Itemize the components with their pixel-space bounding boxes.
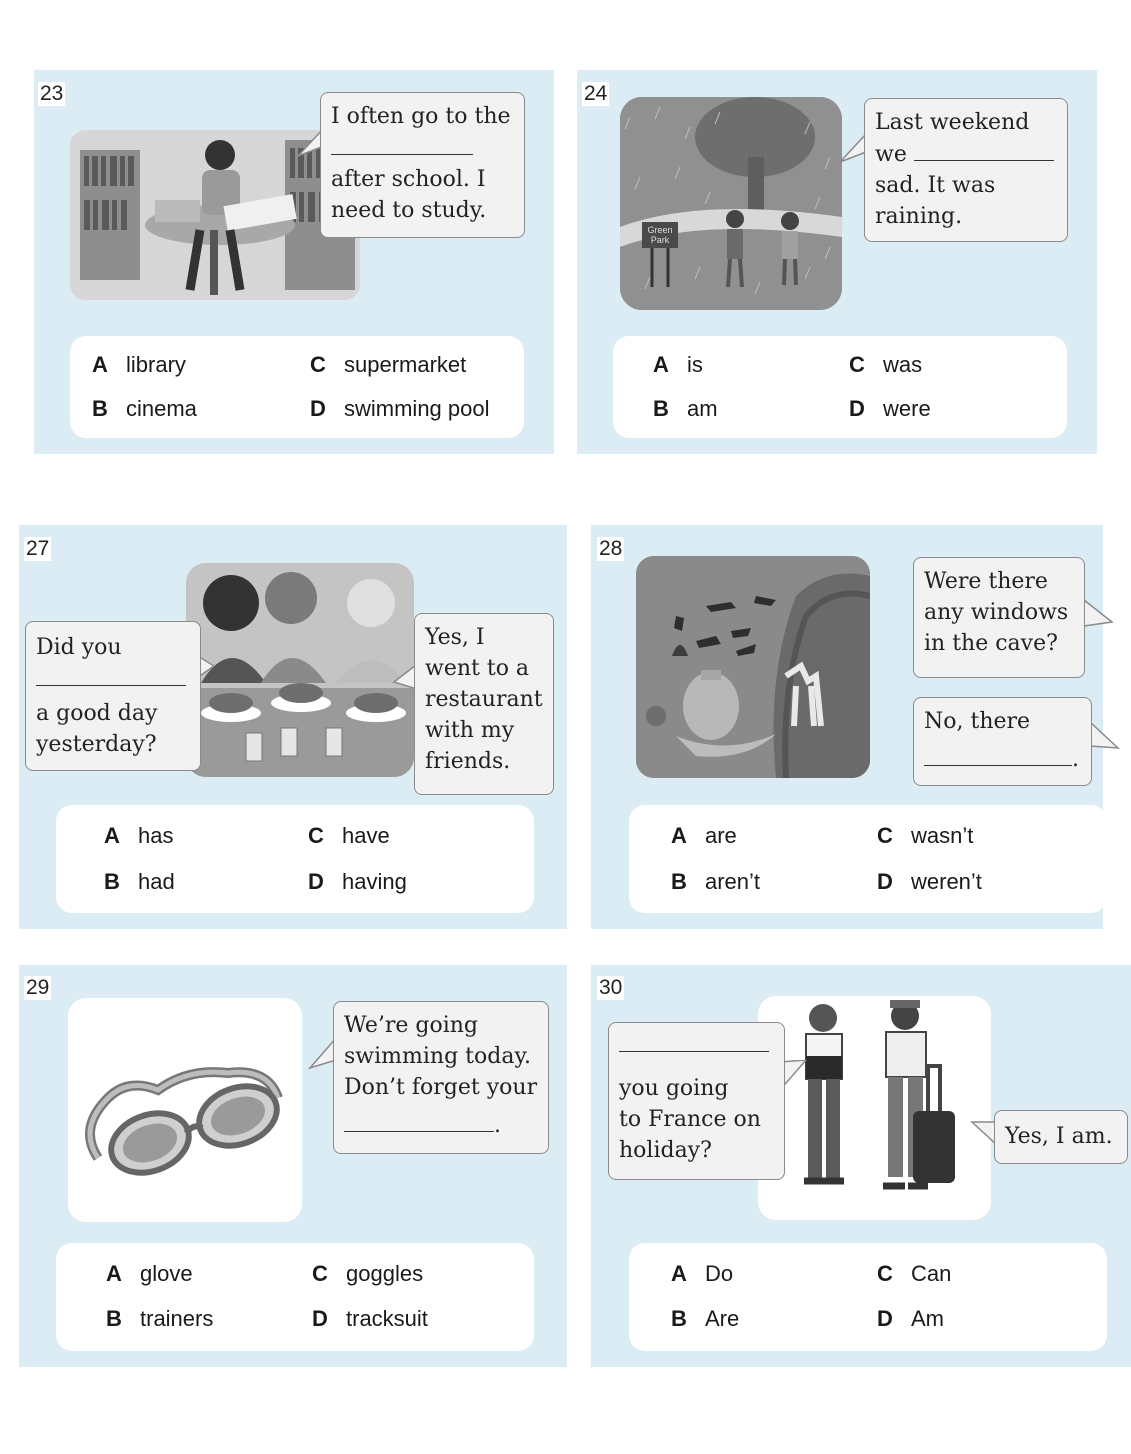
park-sign-line-2: Park — [650, 235, 670, 245]
option-a[interactable]: A library — [92, 352, 186, 377]
answer-blank — [619, 1029, 769, 1052]
speech-bubble-answer: No, there . — [913, 697, 1092, 786]
option-c[interactable]: C was — [849, 352, 923, 377]
option-c[interactable]: C supermarket — [310, 352, 467, 377]
question-number: 30 — [599, 976, 623, 999]
option-a[interactable]: A glove — [106, 1261, 193, 1286]
option-d[interactable]: D having — [308, 869, 407, 894]
speech-bubble: I often go to the after school. I need to study. — [320, 92, 525, 238]
answer-options — [56, 1243, 534, 1351]
bubble-tail — [1082, 598, 1116, 632]
option-a[interactable]: A is — [653, 352, 703, 377]
answer-blank — [344, 1109, 494, 1132]
speech-bubble-question: you going to France on holiday? — [608, 1022, 785, 1180]
answer-options — [56, 805, 534, 913]
option-b[interactable]: B aren’t — [671, 869, 761, 894]
answer-options — [70, 336, 524, 438]
question-number: 28 — [599, 537, 623, 560]
speech-bubble: We’re going swimming today. Don’t forget your . — [333, 1001, 549, 1154]
bubble-tail — [1088, 720, 1122, 754]
option-c[interactable]: C goggles — [312, 1261, 424, 1286]
swimming-goggles-picture — [68, 998, 302, 1222]
option-d[interactable]: D were — [849, 396, 931, 421]
question-number: 24 — [584, 82, 608, 105]
option-c[interactable]: C Can — [877, 1261, 952, 1286]
option-d[interactable]: D Am — [877, 1306, 944, 1331]
restaurant-friends-picture — [186, 563, 414, 777]
question-number: 27 — [26, 537, 50, 560]
answer-options — [629, 1243, 1107, 1351]
answer-options — [629, 805, 1107, 913]
speech-bubble-question: Did you a good day yesterday? — [25, 621, 201, 771]
cave-picture — [636, 556, 870, 778]
answer-blank — [331, 132, 473, 155]
speech-bubble-answer: Yes, I am. — [994, 1110, 1128, 1164]
option-b[interactable]: B had — [104, 869, 175, 894]
option-d[interactable]: D tracksuit — [312, 1306, 428, 1331]
speech-bubble-answer: Yes, I went to a restaurant with my friends. — [414, 613, 554, 795]
speech-bubble-question: Were there any windows in the cave? — [913, 557, 1085, 678]
option-a[interactable]: A has — [104, 823, 174, 848]
option-d[interactable]: D swimming pool — [310, 396, 490, 421]
option-b[interactable]: B cinema — [92, 396, 197, 421]
question-number: 23 — [40, 82, 64, 105]
option-d[interactable]: D weren’t — [877, 869, 982, 894]
answer-blank — [914, 138, 1054, 161]
speech-bubble: Last weekend we sad. It was raining. — [864, 98, 1068, 242]
option-b[interactable]: B am — [653, 396, 718, 421]
rainy-park-picture — [620, 97, 842, 310]
question-number: 29 — [26, 976, 50, 999]
option-b[interactable]: B trainers — [106, 1306, 214, 1331]
option-a[interactable]: A are — [671, 823, 737, 848]
answer-blank — [924, 743, 1072, 766]
option-a[interactable]: A Do — [671, 1261, 734, 1286]
option-b[interactable]: B Are — [671, 1306, 740, 1331]
park-sign-line-1: Green — [647, 225, 673, 235]
answer-options — [613, 336, 1067, 438]
travelling-boys-picture — [758, 996, 991, 1220]
option-c[interactable]: C have — [308, 823, 390, 848]
option-c[interactable]: C wasn’t — [877, 823, 974, 848]
answer-blank — [36, 663, 186, 686]
